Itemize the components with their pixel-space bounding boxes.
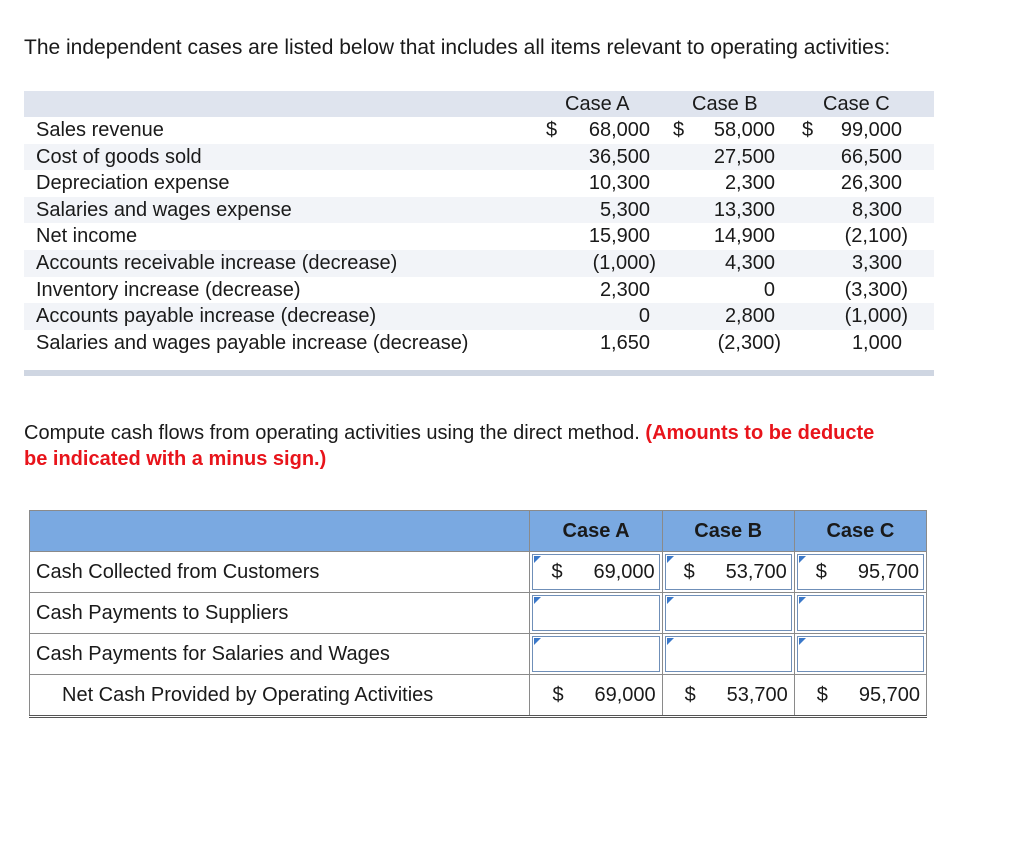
answer-cell-case-c [794,552,926,593]
answer-value: 53,700 [725,561,787,583]
row-label: Inventory increase (decrease) [36,278,301,301]
currency-symbol: $ [816,684,828,706]
case-c-value: (1,000) [844,305,908,328]
answer-header-case-c: Case C [794,511,926,552]
answer-value: 69,000 [593,561,655,583]
answer-cell-case-a [530,634,662,675]
row-label: Net income [36,225,138,248]
currency-symbol: $ [673,119,685,141]
total-value-wrapper [663,675,794,715]
row-label: Depreciation expense [36,172,230,195]
total-cell-case-c [794,675,926,717]
case-c-value: 99,000 [840,119,902,141]
answer-value: 95,700 [857,561,919,583]
data-table-row [24,170,934,197]
row-label: Accounts receivable increase (decrease) [36,251,398,274]
input-marker-icon [799,556,806,563]
row-label: Accounts payable increase (decrease) [36,305,377,328]
data-table-row [24,330,934,357]
answer-input-case-a[interactable] [532,595,659,631]
answer-cell-case-b [662,634,794,675]
answer-cell-case-a [530,593,662,634]
header-case-b: Case B [692,93,758,115]
data-table-row [24,303,934,330]
case-b-value: 4,300 [724,251,775,274]
input-marker-icon [667,597,674,604]
answer-input-case-b[interactable] [665,554,792,590]
row-label: Salaries and wages expense [36,198,292,221]
answer-cell-case-c [794,593,926,634]
instruction-note-line2: be indicated with a minus sign.) [24,448,327,470]
answer-cell-case-c [794,634,926,675]
case-c-value: 26,300 [840,172,902,195]
answer-row-label: Cash Payments for Salaries and Wages [30,634,530,675]
answer-row [30,593,927,634]
row-label: Cost of goods sold [36,145,202,168]
answer-cell-case-b [662,552,794,593]
instruction-note-line1: (Amounts to be deducte [645,422,875,444]
case-b-value: 13,300 [713,198,775,221]
answer-table [29,510,927,718]
answer-total-row [30,675,927,717]
answer-cell-case-a [530,552,662,593]
case-a-value: 15,900 [588,225,650,248]
input-marker-icon [534,638,541,645]
answer-row [30,552,927,593]
answer-header-case-b: Case B [662,511,794,552]
case-a-value: 0 [638,305,650,328]
total-label: Net Cash Provided by Operating Activities [30,675,530,717]
case-b-value: (2,300) [717,331,781,354]
answer-input-case-b[interactable] [665,636,792,672]
currency-symbol: $ [684,684,696,706]
total-value-wrapper [795,675,926,715]
header-case-c: Case C [823,93,890,115]
data-table-row [24,277,934,304]
answer-input-case-a[interactable] [532,554,659,590]
instruction-main: Compute cash flows from operating activities using the direct method. [24,422,646,444]
answer-input-case-a[interactable] [532,636,659,672]
total-cell-case-a [530,675,662,717]
answer-input-case-b[interactable] [665,595,792,631]
total-value: 69,000 [594,684,656,706]
answer-input-case-c[interactable] [797,554,924,590]
input-marker-icon [799,638,806,645]
data-table-row [24,197,934,224]
answer-header-blank [30,511,530,552]
input-marker-icon [534,556,541,563]
case-b-value: 58,000 [713,119,775,141]
data-table-footer-bar [24,370,934,376]
case-b-value: 0 [763,278,775,301]
case-b-value: 2,300 [724,172,775,195]
cases-data-table [24,91,934,356]
input-marker-icon [667,556,674,563]
answer-header-case-a: Case A [530,511,662,552]
answer-cell-case-b [662,593,794,634]
data-table-header-row [24,91,934,117]
currency-symbol: $ [815,561,827,583]
row-label: Salaries and wages payable increase (decrease) [36,331,469,354]
case-a-value: 2,300 [599,278,650,301]
data-table-row [24,144,934,171]
input-marker-icon [667,638,674,645]
case-a-value: 68,000 [588,119,650,141]
currency-symbol: $ [802,119,814,141]
total-value: 95,700 [858,684,920,706]
currency-symbol: $ [551,561,563,583]
answer-input-case-c[interactable] [797,595,924,631]
case-a-value: (1,000) [592,251,656,274]
case-b-value: 27,500 [713,145,775,168]
case-c-value: (3,300) [844,278,908,301]
case-a-value: 36,500 [588,145,650,168]
case-a-value: 5,300 [599,198,650,221]
case-a-value: 1,650 [599,331,650,354]
currency-symbol: $ [683,561,695,583]
answer-header-row [30,511,927,552]
answer-input-case-c[interactable] [797,636,924,672]
total-cell-case-b [662,675,794,717]
case-a-value: 10,300 [588,172,650,195]
header-case-a: Case A [565,93,630,115]
data-table-row [24,223,934,250]
case-c-value: 3,300 [851,251,902,274]
currency-symbol: $ [546,119,558,141]
instruction-text [24,420,1024,472]
case-b-value: 14,900 [713,225,775,248]
total-value-wrapper [530,675,661,715]
case-c-value: 66,500 [840,145,902,168]
answer-row-label: Cash Payments to Suppliers [30,593,530,634]
case-c-value: 1,000 [851,331,902,354]
input-marker-icon [534,597,541,604]
case-c-value: 8,300 [851,198,902,221]
data-table-row [24,250,934,277]
case-c-value: (2,100) [844,225,908,248]
input-marker-icon [799,597,806,604]
answer-row-label: Cash Collected from Customers [30,552,530,593]
answer-row [30,634,927,675]
case-b-value: 2,800 [724,305,775,328]
currency-symbol: $ [552,684,564,706]
intro-text: The independent cases are listed below that includes all items relevant to operating activities: [24,36,891,59]
data-table-row [24,117,934,144]
row-label: Sales revenue [36,119,164,141]
total-value: 53,700 [726,684,788,706]
